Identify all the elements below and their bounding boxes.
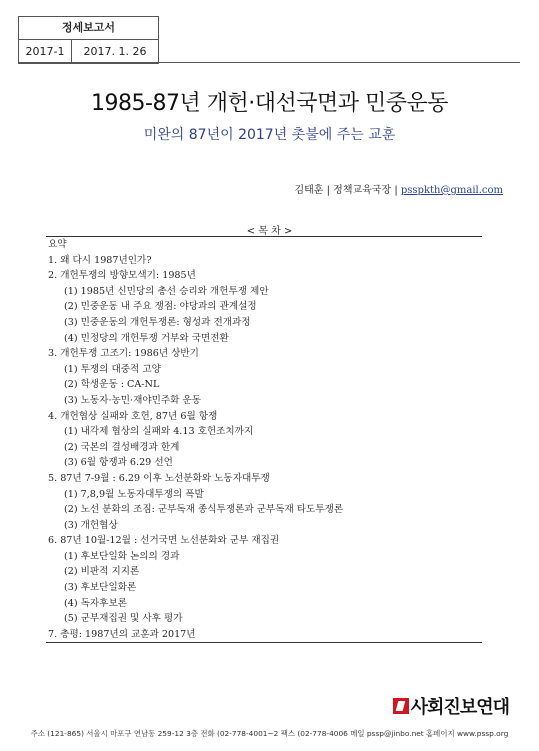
toc-item: (2) 비판적 지지론 [64, 566, 140, 578]
toc-item: (4) 민정당의 개헌투쟁 거부와 국면전환 [64, 332, 229, 344]
author-line: 김태훈 | 정책교육국장 | psspkth@gmail.com [294, 185, 503, 196]
author-role: 정책교육국장 [333, 185, 392, 196]
toc-item: (3) 개헌협상 [64, 519, 118, 531]
table-of-contents [46, 236, 482, 643]
toc-item: 5. 87년 7-9월 : 6.29 이후 노선분화와 노동자대투쟁 [48, 472, 270, 484]
footer-contact-info: 주소 (121-865) 서울시 마포구 연남동 259-12 3층 전화 (02-778-4001~2 팩스 (02-778-4006 메일 pssp@jinbo.net 홈페이지 www.pssp.org [30, 729, 509, 738]
logo-mark-icon [393, 698, 409, 714]
report-issue-number: 2017-1 [19, 40, 72, 63]
toc-item: (2) 노선 분화의 조짐: 군부독재 종식투쟁론과 군부독재 타도투쟁론 [64, 504, 344, 516]
document-title: 1985-87년 개헌·대선국면과 민중운동 [91, 91, 448, 116]
toc-item: (3) 6월 항쟁과 6.29 선언 [64, 457, 173, 469]
toc-item: (4) 독자후보론 [64, 597, 127, 609]
toc-item: (1) 투쟁의 대중적 고양 [64, 363, 161, 375]
toc-item: (2) 민중운동 내 주요 쟁점: 야당과의 관계설정 [64, 301, 257, 313]
toc-item: (3) 후보단일화론 [64, 582, 137, 594]
toc-item: (2) 학생운동 : CA-NL [64, 379, 160, 391]
organization-logo [393, 693, 509, 719]
toc-item: 4. 개헌협상 실패와 호헌, 87년 6월 항쟁 [48, 410, 218, 422]
toc-item: (5) 군부재집권 및 사후 평가 [64, 613, 183, 625]
toc-item: (3) 노동자·농민·재야민주화 운동 [64, 394, 201, 406]
toc-item: (1) 내각제 협상의 실패와 4.13 호헌조치까지 [64, 426, 254, 438]
toc-item: (2) 국본의 결성배경과 한계 [64, 441, 180, 453]
toc-item: 7. 총평: 1987년의 교훈과 2017년 [48, 628, 196, 640]
toc-item: 1. 왜 다시 1987년인가? [48, 254, 152, 266]
report-type-label: 정세보고서 [19, 17, 158, 40]
toc-item: (1) 7,8,9월 노동자대투쟁의 폭발 [64, 488, 204, 500]
toc-item: (3) 민중운동의 개헌투쟁론: 형성과 전개과정 [64, 316, 251, 328]
author-name: 김태훈 [294, 185, 324, 196]
toc-item: 2. 개헌투쟁의 방향모색기: 1985년 [48, 270, 196, 282]
toc-heading: < 목 차 > [246, 226, 293, 237]
logo-text: 사회진보연대 [410, 697, 509, 718]
document-subtitle: 미완의 87년이 2017년 촛불에 주는 교훈 [143, 127, 396, 143]
report-header-box [18, 16, 159, 64]
toc-item: (1) 1985년 신민당의 총선 승리와 개헌투쟁 제안 [64, 285, 269, 297]
report-date: 2017. 1. 26 [83, 45, 147, 58]
toc-item: 6. 87년 10월-12월 : 선거국면 노선분화와 군부 재집권 [48, 535, 280, 547]
toc-item: 요약 [48, 239, 67, 250]
author-email-link[interactable]: psspkth@gmail.com [400, 185, 503, 196]
header-rule [18, 62, 520, 63]
toc-item: (1) 후보단일화 논의의 경과 [64, 550, 180, 562]
toc-item: 3. 개헌투쟁 고조기: 1986년 상반기 [48, 348, 199, 360]
